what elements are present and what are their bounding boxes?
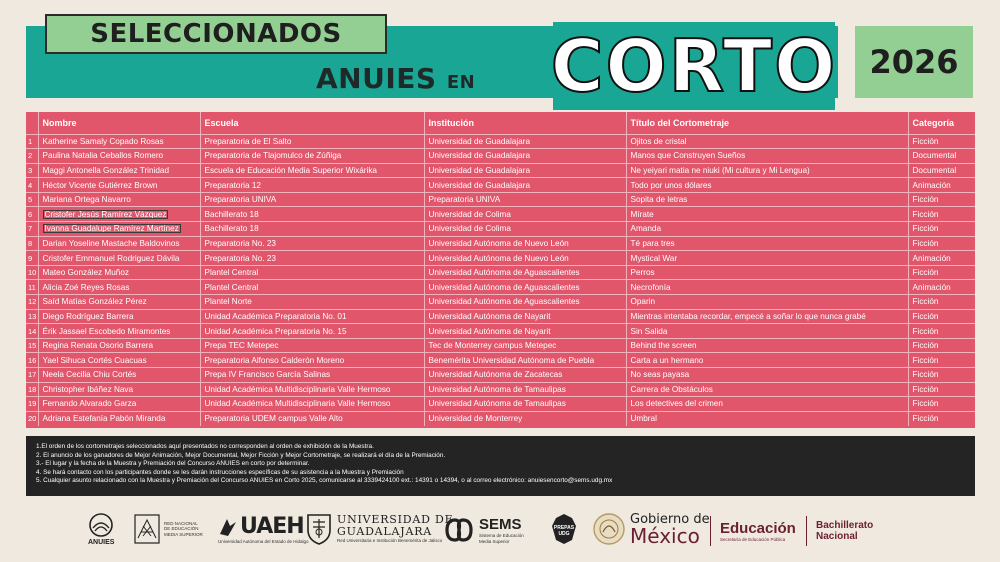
cell-escuela: Prepa IV Francisco García Salinas — [200, 368, 424, 383]
table-row — [26, 192, 975, 207]
cell-institucion: Universidad Autónoma de Tamaulipas — [424, 382, 626, 397]
cell-categoria: Ficción — [908, 265, 975, 280]
table-row — [26, 265, 975, 280]
cell-institucion: Universidad de Guadalajara — [424, 134, 626, 149]
cell-escuela: Plantel Central — [200, 280, 424, 295]
cell-number: 12 — [26, 295, 38, 310]
table-row — [26, 178, 975, 193]
highlighted-name: Ivanna Guadalupe Ramírez Martínez — [44, 224, 179, 234]
table-row — [26, 163, 975, 178]
anuies-word: ANUIES — [316, 62, 437, 95]
anuies-logo — [88, 512, 114, 546]
udg-subtitle: Red Universitaria e Institución Benemérita de Jalisco — [337, 538, 443, 544]
table-row — [26, 251, 975, 266]
uaeh-subtitle: Universidad Autónoma del Estado de Hidalgo — [218, 539, 309, 544]
year-label: 2026 — [869, 43, 959, 81]
cell-number: 9 — [26, 251, 38, 266]
note-item: 2. El anuncio de los ganadores de Mejor Animación, Mejor Documental, Mejor Ficción y Mejor Cortometraje, se realizará el día de la Premiación. — [36, 451, 446, 459]
sems-knot-icon — [443, 517, 475, 543]
bachillerato-nacional-logo — [816, 520, 873, 542]
note-item: 3.- El lugar y la fecha de la Muestra y Premiación del Concurso ANUIES en corto por determinar. — [36, 460, 310, 468]
cell-escuela: Plantel Norte — [200, 295, 424, 310]
gobierno-line2: México — [630, 523, 700, 548]
cell-titulo: Sopita de letras — [626, 192, 908, 207]
cell-titulo: Todo por unos dólares — [626, 178, 908, 193]
table-row — [26, 397, 975, 412]
cell-titulo: Los detectives del crimen — [626, 397, 908, 412]
table-row — [26, 411, 975, 426]
cell-nombre: Neela Cecilia Chiu Cortés — [38, 368, 200, 383]
cell-nombre: Maggi Antonella González Trinidad — [38, 163, 200, 178]
red-nacional-emblem-icon — [134, 514, 160, 544]
cell-escuela: Prepa TEC Metepec — [200, 338, 424, 353]
cell-number: 19 — [26, 397, 38, 412]
cell-institucion: Universidad Autónoma de Zacatecas — [424, 368, 626, 383]
cell-number: 8 — [26, 236, 38, 251]
header-col-titulo: Título del Cortometraje — [626, 112, 908, 134]
cell-nombre: Fernando Alvarado Garza — [38, 397, 200, 412]
table-header-row — [26, 112, 975, 134]
cell-escuela: Unidad Académica Preparatoria No. 01 — [200, 309, 424, 324]
cell-institucion: Universidad Autónoma de Aguascalientes — [424, 265, 626, 280]
header-col-number — [26, 112, 38, 134]
cell-titulo: Ne yeiyari matia ne niuki (Mi cultura y Mi Lengua) — [626, 163, 908, 178]
seleccionados-banner — [45, 14, 387, 54]
anuies-title — [316, 62, 475, 95]
anuies-logo-text: ANUIES — [88, 539, 115, 546]
cell-titulo: Oparin — [626, 295, 908, 310]
en-word: EN — [446, 72, 476, 93]
cell-institucion: Universidad Autónoma de Tamaulipas — [424, 397, 626, 412]
cell-nombre — [38, 222, 200, 237]
cell-titulo: Necrofonía — [626, 280, 908, 295]
table-row — [26, 353, 975, 368]
cell-institucion: Universidad de Guadalajara — [424, 163, 626, 178]
cell-number: 18 — [26, 382, 38, 397]
cell-categoria: Ficción — [908, 309, 975, 324]
cell-nombre: Adriana Estefanía Pabón Miranda — [38, 411, 200, 426]
cell-institucion: Universidad Autónoma de Aguascalientes — [424, 280, 626, 295]
cell-escuela: Preparatoria UNIVA — [200, 192, 424, 207]
cell-institucion: Universidad Autónoma de Nuevo León — [424, 236, 626, 251]
cell-nombre: Darian Yoseline Mastache Baldovinos — [38, 236, 200, 251]
cell-nombre: Christopher Ibáñez Nava — [38, 382, 200, 397]
cell-number: 13 — [26, 309, 38, 324]
uaeh-logo — [218, 514, 309, 545]
cell-number: 1 — [26, 134, 38, 149]
cell-nombre: Mateo González Muñoz — [38, 265, 200, 280]
gobierno-mexico-logo — [592, 512, 710, 546]
cell-escuela: Preparatoria No. 23 — [200, 251, 424, 266]
cell-number: 10 — [26, 265, 38, 280]
cell-escuela: Preparatoria 12 — [200, 178, 424, 193]
cell-titulo: No seas payasa — [626, 368, 908, 383]
cell-categoria: Ficción — [908, 295, 975, 310]
sems-subtitle-1: Sistema de Educación — [479, 533, 524, 538]
cell-titulo: Mientras intentaba recordar, empecé a soñar lo que nunca grabé — [626, 309, 908, 324]
bachillerato-line1: Bachillerato — [816, 520, 874, 531]
cell-escuela: Preparatoria de Tlajomulco de Zúñiga — [200, 149, 424, 164]
corto-box — [550, 22, 838, 110]
note-item: 5. Cualquier asunto relacionado con la Muestra y Premiación del Concurso ANUIES en Corto 2025, comunicarse al 3339424100 ext.: 14391 o 14394, o al correo electrónico: anuiesencorto@sems.udg.mx — [36, 477, 613, 485]
seleccionados-title: SELECCIONADOS — [90, 19, 342, 49]
cell-titulo: Sin Salida — [626, 324, 908, 339]
cell-number: 2 — [26, 149, 38, 164]
cell-categoria: Ficción — [908, 411, 975, 426]
cell-categoria: Ficción — [908, 397, 975, 412]
cell-escuela: Unidad Académica Multidisciplinaria Valle Hermoso — [200, 382, 424, 397]
sponsor-logos — [0, 506, 1000, 556]
header-col-nombre: Nombre — [38, 112, 200, 134]
red-nacional-text: RED NACIONAL DE EDUCACIÓN MEDIA SUPERIOR — [164, 520, 203, 537]
cell-nombre: Érik Jassael Escobedo Miramontes — [38, 324, 200, 339]
table-row — [26, 236, 975, 251]
cell-escuela: Preparatoria de El Salto — [200, 134, 424, 149]
prepas-udg-logo — [550, 512, 578, 546]
cell-nombre: Yael Sihuca Cortés Cuacuas — [38, 353, 200, 368]
cell-number: 16 — [26, 353, 38, 368]
mexico-coat-of-arms-icon — [592, 512, 626, 546]
table-row — [26, 149, 975, 164]
cell-categoria: Animación — [908, 251, 975, 266]
cell-categoria: Animación — [908, 280, 975, 295]
uaeh-text: UAEH — [240, 514, 304, 539]
cell-number: 15 — [26, 338, 38, 353]
note-item: 1.El orden de los cortometrajes seleccionados aquí presentados no corresponden al orden de exhibición de la Muestra. — [36, 443, 374, 450]
cell-titulo: Manos que Construyen Sueños — [626, 149, 908, 164]
cell-titulo: Ojitos de cristal — [626, 134, 908, 149]
year-box — [855, 26, 973, 98]
cell-escuela: Escuela de Educación Media Superior Wixárika — [200, 163, 424, 178]
cell-categoria: Ficción — [908, 382, 975, 397]
cell-nombre — [38, 207, 200, 222]
cell-escuela: Unidad Académica Multidisciplinaria Valle Hermoso — [200, 397, 424, 412]
cell-nombre: Héctor Vicente Gutiérrez Brown — [38, 178, 200, 193]
cell-number: 7 — [26, 222, 38, 237]
cell-institucion: Universidad de Colima — [424, 222, 626, 237]
cell-institucion: Universidad de Colima — [424, 207, 626, 222]
cell-titulo: Behind the screen — [626, 338, 908, 353]
cell-institucion: Universidad de Guadalajara — [424, 149, 626, 164]
cell-nombre: Diego Rodríguez Barrera — [38, 309, 200, 324]
cell-titulo: Mírate — [626, 207, 908, 222]
cell-titulo: Umbral — [626, 411, 908, 426]
cell-categoria: Animación — [908, 178, 975, 193]
sems-text: SEMS — [479, 516, 522, 533]
cell-escuela: Bachillerato 18 — [200, 207, 424, 222]
udg-line2: GUADALAJARA — [337, 525, 433, 539]
table-row — [26, 134, 975, 149]
cell-categoria: Ficción — [908, 353, 975, 368]
table-row — [26, 338, 975, 353]
cell-categoria: Ficción — [908, 207, 975, 222]
cell-titulo: Perros — [626, 265, 908, 280]
highlighted-name: Cristofer Jesús Ramírez Vázquez — [44, 209, 167, 219]
cell-escuela: Bachillerato 18 — [200, 222, 424, 237]
educacion-logo — [720, 520, 796, 543]
cell-number: 5 — [26, 192, 38, 207]
cell-nombre: Cristofer Emmanuel Rodriguez Dávila — [38, 251, 200, 266]
cell-categoria: Ficción — [908, 134, 975, 149]
cell-institucion: Universidad Autónoma de Nayarit — [424, 309, 626, 324]
cell-escuela: Preparatoria Alfonso Calderón Moreno — [200, 353, 424, 368]
header-col-escuela: Escuela — [200, 112, 424, 134]
cell-categoria: Ficción — [908, 368, 975, 383]
cell-categoria: Documental — [908, 149, 975, 164]
cell-number: 6 — [26, 207, 38, 222]
cell-institucion: Benemérita Universidad Autónoma de Puebla — [424, 353, 626, 368]
cell-institucion: Preparatoria UNIVA — [424, 192, 626, 207]
cell-number: 17 — [26, 368, 38, 383]
cell-number: 4 — [26, 178, 38, 193]
sems-subtitle-2: Media Superior — [479, 538, 510, 544]
table-row — [26, 324, 975, 339]
cell-escuela: Plantel Central — [200, 265, 424, 280]
table-row — [26, 309, 975, 324]
cell-number: 3 — [26, 163, 38, 178]
cell-categoria: Ficción — [908, 324, 975, 339]
cell-institucion: Universidad Autónoma de Nuevo León — [424, 251, 626, 266]
cell-institucion: Tec de Monterrey campus Metepec — [424, 338, 626, 353]
table-row — [26, 382, 975, 397]
logo-divider — [710, 516, 711, 546]
cell-escuela: Unidad Académica Preparatoria No. 15 — [200, 324, 424, 339]
cell-institucion: Universidad Autónoma de Aguascalientes — [424, 295, 626, 310]
cell-nombre: Regina Renata Osorio Barrera — [38, 338, 200, 353]
cell-titulo: Carrera de Obstáculos — [626, 382, 908, 397]
header-col-institucion: Institución — [424, 112, 626, 134]
cell-nombre: Paulina Natalia Ceballos Romero — [38, 149, 200, 164]
cell-number: 11 — [26, 280, 38, 295]
cell-institucion: Universidad Autónoma de Nayarit — [424, 324, 626, 339]
cell-titulo: Mystical War — [626, 251, 908, 266]
udg-shield-icon — [305, 512, 333, 546]
table-row — [26, 295, 975, 310]
cell-nombre: Mariana Ortega Navarro — [38, 192, 200, 207]
cell-categoria: Ficción — [908, 236, 975, 251]
note-item: 4. Se hará contacto con los participantes donde se les darán instrucciones específicas de su asistencia a la Muestra y Premiación — [36, 468, 404, 476]
cell-nombre: Alicia Zoé Reyes Rosas — [38, 280, 200, 295]
cell-number: 20 — [26, 411, 38, 426]
table-row — [26, 207, 975, 222]
cell-categoria: Documental — [908, 163, 975, 178]
udg-logo — [305, 512, 454, 546]
table-row — [26, 368, 975, 383]
prepas-udg-text: PREPAS UDG — [553, 525, 575, 537]
table-row — [26, 280, 975, 295]
gobierno-line1: Gobierno de — [630, 511, 710, 527]
cell-titulo: Amanda — [626, 222, 908, 237]
cell-categoria: Ficción — [908, 192, 975, 207]
red-nacional-logo — [134, 514, 204, 544]
anuies-emblem-icon — [88, 512, 114, 538]
educacion-subtitle: Secretaría de Educación Pública — [720, 537, 786, 542]
educacion-text: Educación — [720, 520, 796, 537]
cell-escuela: Preparatoria No. 23 — [200, 236, 424, 251]
cell-institucion: Universidad de Monterrey — [424, 411, 626, 426]
bachillerato-line2: Nacional — [816, 531, 858, 542]
table-row — [26, 222, 975, 237]
sems-logo — [443, 516, 524, 544]
cell-titulo: Té para tres — [626, 236, 908, 251]
corto-word: CORTO — [550, 24, 838, 108]
cell-nombre: Saíd Matías González Pérez — [38, 295, 200, 310]
notes-panel — [26, 436, 975, 496]
header-col-categoria: Categoría — [912, 117, 955, 128]
cell-categoria: Ficción — [908, 222, 975, 237]
cell-number: 14 — [26, 324, 38, 339]
selection-table — [26, 112, 975, 428]
cell-institucion: Universidad de Guadalajara — [424, 178, 626, 193]
udg-line1: UNIVERSIDAD DE — [337, 513, 454, 527]
table-body — [26, 134, 975, 426]
uaeh-bird-icon — [218, 516, 238, 538]
cell-nombre: Katherine Samaly Copado Rosas — [38, 134, 200, 149]
cell-escuela: Preparatoria UDEM campus Valle Alto — [200, 411, 424, 426]
cell-titulo: Carta a un hermano — [626, 353, 908, 368]
logo-divider — [806, 516, 807, 546]
cell-categoria: Ficción — [908, 338, 975, 353]
